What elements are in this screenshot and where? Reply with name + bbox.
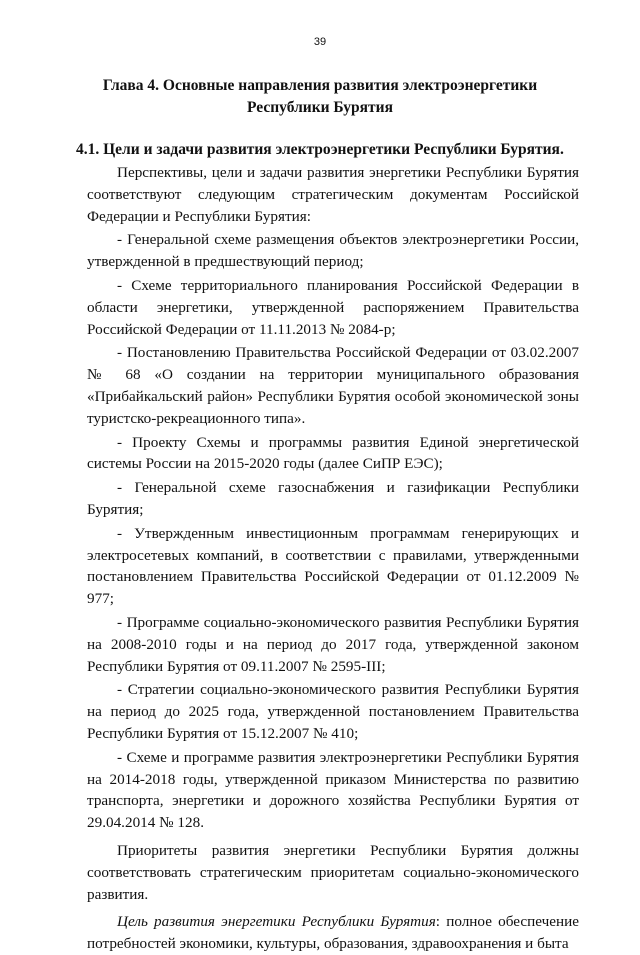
list-item: - Генеральной схеме размещения объектов электроэнергетики России, утвержденной в предшествующий период; xyxy=(87,231,579,271)
chapter-title-line-2: Республики Бурятия xyxy=(247,99,393,116)
goal-text: : полное обеспечение потребностей экономики, культуры, образования, здравоохранения и быта xyxy=(87,913,579,953)
list-item: - Программе социально-экономического развития Республики Бурятия на 2008-2010 годы и на период до 2017 года, утвержденной законом Республики Бурятия от 09.11.2007 № 2595-III; xyxy=(87,613,579,675)
list-item: - Схеме и программе развития электроэнергетики Республики Бурятия на 2014-2018 годы, утвержденной приказом Министерства по развитию транспорта, энергетики и дорожного хозяйства Республики Бурятия от 29.04.2014 № 128. xyxy=(87,748,579,832)
document-body xyxy=(87,162,579,955)
list-item: - Утвержденным инвестиционным программам генерирующих и электросетевых компаний, в соответствии с правилами, утвержденными постановлением Правительства Российской Федерации от 01.12.2009 № 977; xyxy=(87,524,579,608)
goal-paragraph xyxy=(87,911,579,955)
chapter-title-line-1: Глава 4. Основные направления развития электроэнергетики xyxy=(102,77,538,94)
intro-paragraph: Перспективы, цели и задачи развития энергетики Республики Бурятия соответствуют следующим стратегическим документам Российской Федерации и Республики Бурятия: xyxy=(87,164,579,225)
priorities-paragraph: Приоритеты развития энергетики Республики Бурятия должны соответствовать стратегическим приоритетам социально-экономического развития. xyxy=(87,841,579,903)
page-number: 39 xyxy=(313,36,327,48)
list-item: - Схеме территориального планирования Российской Федерации в области энергетики, утвержденной распоряжением Правительства Российской Федерации от 11.11.2013 № 2084-р; xyxy=(87,276,579,338)
list-item: - Проекту Схемы и программы развития Единой энергетической системы России на 2015-2020 годы (далее СиПР ЕЭС); xyxy=(87,433,579,473)
goal-lead: Цель развития энергетики Республики Бурятия xyxy=(117,913,436,931)
section-title: 4.1. Цели и задачи развития электроэнергетики Республики Бурятия. xyxy=(76,141,564,158)
list-item: - Генеральной схеме газоснабжения и газификации Республики Бурятия; xyxy=(87,479,579,518)
list-item: - Постановлению Правительства Российской Федерации от 03.02.2007 № 68 «О создании на территории муниципального образования «Прибайкальский район» Республики Бурятия особой экономической зоны туристско-рекреационного типа». xyxy=(87,344,579,427)
chapter-title xyxy=(60,75,580,119)
list-item: - Стратегии социально-экономического развития Республики Бурятия на период до 2025 года, утвержденной постановлением Правительства Республики Бурятия от 15.12.2007 № 410; xyxy=(87,681,579,742)
